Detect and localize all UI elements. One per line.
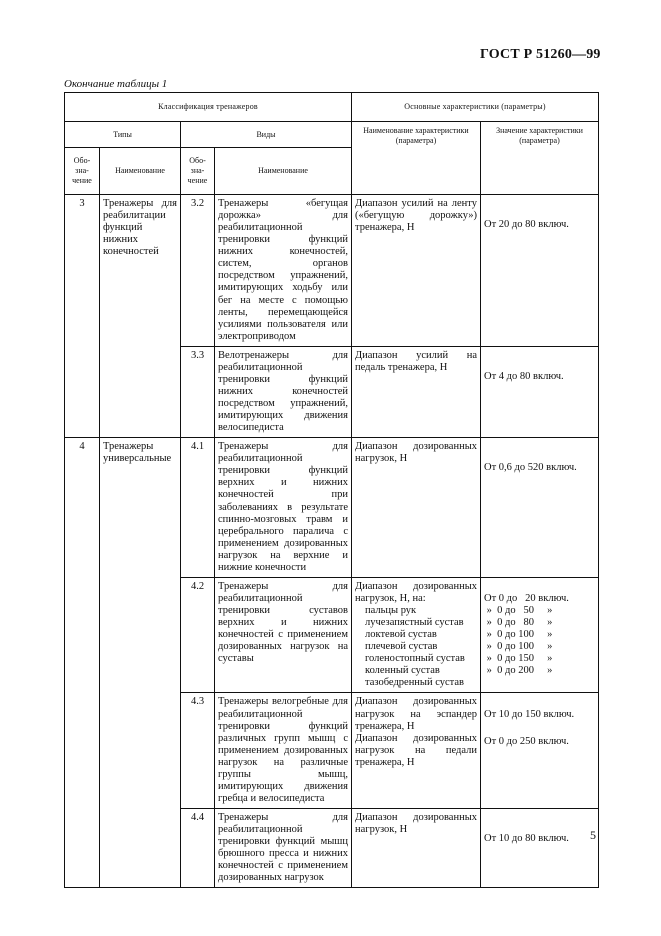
kind-name: Тренажеры для реабилитационной тренировки функций мышц брюшного пресса и нижних конечностей с применением дозированных нагрузок	[215, 809, 352, 888]
kind-code: 4.2	[181, 577, 215, 693]
kind-name: Велотренажеры для реабилитационной тренировки функций нижних конечностей посредством упражнений, имитирующих движения велосипедиста	[215, 346, 352, 437]
list-item: локтевой сустав	[365, 629, 437, 641]
table-caption: Окончание таблицы 1	[64, 78, 168, 90]
list-item: » 0 до 100 »	[484, 629, 553, 641]
list-item: коленный сустав	[365, 665, 440, 677]
group-right-header: Основные характеристики (параметры)	[352, 93, 599, 122]
char-value: От 20 до 80 включ.	[481, 195, 599, 347]
char-value-1: От 10 до 150 включ.	[484, 709, 575, 721]
kind-name: Тренажеры велогребные для реабилитационной тренировки функций различных групп мышц с применением дозированных нагрузок на различные группы мышц, имитирующих движения гребца и велосипедиста	[215, 693, 352, 809]
header-row-2	[65, 122, 599, 148]
char-value: От 0,6 до 520 включ.	[481, 438, 599, 578]
list-item: плечевой сустав	[365, 641, 438, 653]
kind-name-header: Наименование	[215, 148, 352, 195]
type-code: 3	[65, 195, 100, 438]
list-item: » 0 до 100 »	[484, 641, 553, 653]
type-name: Тренажеры универсальные	[100, 438, 181, 888]
list-item: пальцы рук	[365, 605, 417, 616]
kind-name: Тренажеры для реабилитационной тренировки суставов верхних и нижних конечностей с применением дозированных нагрузок на суставы	[215, 577, 352, 693]
list-item: » 0 до 150 »	[484, 653, 553, 665]
joint-list	[355, 605, 477, 689]
kinds-header: Виды	[181, 122, 352, 148]
char-value	[481, 693, 599, 809]
standard-header: ГОСТ Р 51260—99	[480, 47, 601, 62]
type-code: 4	[65, 438, 100, 888]
char-name-1: Диапазон дозированных нагрузок на эспандер тренажера, Н	[355, 696, 477, 732]
char-value-2: От 0 до 250 включ.	[484, 735, 569, 747]
list-item: » 0 до 200 »	[484, 665, 553, 677]
char-name	[352, 577, 481, 693]
list-item: » 0 до 50 »	[484, 604, 553, 616]
list-item: тазобедренный сустав	[365, 677, 464, 689]
kind-code: 4.1	[181, 438, 215, 578]
char-name	[352, 693, 481, 809]
list-item: лучезапястный сустав	[365, 617, 464, 629]
type-name-header: Наименование	[100, 148, 181, 195]
types-header: Типы	[65, 122, 181, 148]
char-value: От 10 до 80 включ.	[481, 809, 599, 888]
range-list	[484, 593, 595, 677]
kind-code: 3.3	[181, 346, 215, 437]
char-value	[481, 577, 599, 693]
char-name: Диапазон дозированных нагрузок, Н	[352, 809, 481, 888]
classification-table	[64, 92, 599, 888]
char-name: Диапазон усилий на ленту («бегущую дорожку») тренажера, Н	[352, 195, 481, 347]
char-name-header: Наименование характеристики (параметра)	[352, 122, 481, 195]
char-name-intro: Диапазон дозированных нагрузок, Н, на:	[355, 580, 477, 604]
char-value-header: Значение характеристики (параметра)	[481, 122, 599, 195]
table-row	[65, 438, 599, 578]
kind-code: 4.3	[181, 693, 215, 809]
group-left-header: Классификация тренажеров	[65, 93, 352, 122]
char-name: Диапазон дозированных нагрузок, Н	[352, 438, 481, 578]
table-row	[65, 195, 599, 347]
kind-code: 4.4	[181, 809, 215, 888]
list-item: » 0 до 80 »	[484, 617, 553, 628]
kind-name: Тренажеры для реабилитационной тренировки функций верхних и нижних конечностей при заболеваниях в результате спинно-мозговых травм и церебрального паралича с применением дозированных нагрузок на верхние и нижние конечности	[215, 438, 352, 578]
page-number: 5	[590, 828, 596, 842]
char-name-2: Диапазон дозированных нагрузок на педали тренажера, Н	[355, 732, 477, 768]
kind-designation-header: Обо- зна- чение	[181, 148, 215, 195]
char-value: От 4 до 80 включ.	[481, 346, 599, 437]
header-row-1	[65, 93, 599, 122]
list-item: От 0 до 20 включ.	[484, 592, 569, 604]
list-item: голеностопный сустав	[365, 653, 465, 665]
type-name: Тренажеры для реабилитации функций нижних конечностей	[100, 195, 181, 438]
kind-code: 3.2	[181, 195, 215, 347]
type-designation-header: Обо- зна- чение	[65, 148, 100, 195]
char-name: Диапазон усилий на педаль тренажера, Н	[352, 346, 481, 437]
kind-name: Тренажеры «бегущая дорожка» для реабилитационной тренировки функций нижних конечностей, систем, органов посредством упражнений, имитирующих ходьбу или бег на месте с помощью ленты, перемещающейся усилиями пользователя или электроприводом	[215, 195, 352, 347]
